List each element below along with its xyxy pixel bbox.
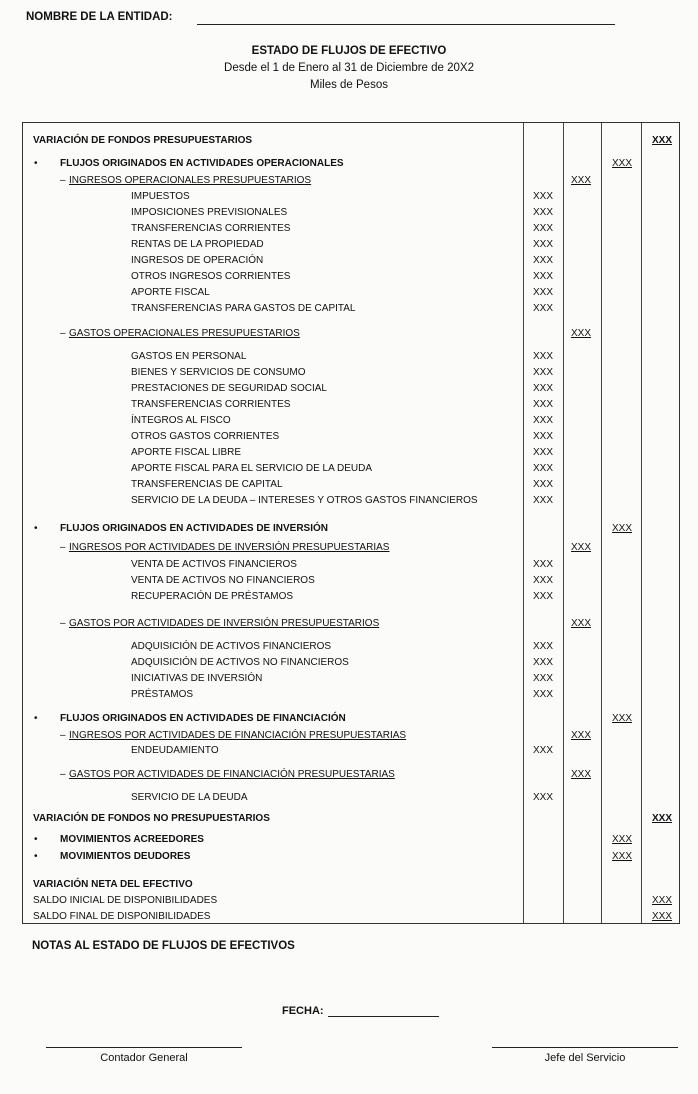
signature-line-left xyxy=(46,1047,242,1048)
statement-row xyxy=(23,671,679,687)
amount-c1: XXX xyxy=(533,641,554,652)
statement-row xyxy=(23,173,679,189)
amount-c3: XXX xyxy=(612,158,633,169)
statement-row xyxy=(23,397,679,413)
amount-c1: XXX xyxy=(533,689,554,700)
amount-c1: XXX xyxy=(533,415,554,426)
balance-label: SALDO FINAL DE DISPONIBILIDADES xyxy=(33,911,211,922)
statement-row xyxy=(23,326,679,342)
flow-heading: MOVIMIENTOS ACREEDORES xyxy=(60,834,204,845)
line-item-label: OTROS GASTOS CORRIENTES xyxy=(131,431,280,442)
statement-row xyxy=(23,655,679,671)
statement-row xyxy=(23,849,679,865)
dash-marker: – xyxy=(60,730,66,741)
cash-flow-table xyxy=(22,122,680,924)
entity-name-line xyxy=(197,24,615,25)
amount-c1: XXX xyxy=(533,223,554,234)
line-item-label: INGRESOS DE OPERACIÓN xyxy=(131,255,264,266)
amount-c3: XXX xyxy=(612,851,633,862)
subgroup-heading: GASTOS POR ACTIVIDADES DE INVERSIÓN PRESUPUESTARIOS xyxy=(69,618,380,629)
amount-c1: XXX xyxy=(533,351,554,362)
statement-row xyxy=(23,477,679,493)
section-heading: VARIACIÓN NETA DEL EFECTIVO xyxy=(33,879,193,890)
amount-c4: XXX xyxy=(652,895,673,906)
statement-row xyxy=(23,767,679,783)
subgroup-heading: GASTOS OPERACIONALES PRESUPUESTARIOS xyxy=(69,328,300,339)
statement-row xyxy=(23,521,679,537)
statement-row xyxy=(23,711,679,727)
subgroup-heading: GASTOS POR ACTIVIDADES DE FINANCIACIÓN PRESUPUESTARIAS xyxy=(69,769,395,780)
line-item-label: SERVICIO DE LA DEUDA – INTERESES Y OTROS GASTOS FINANCIEROS xyxy=(131,495,478,506)
statement-row xyxy=(23,616,679,632)
statement-row xyxy=(23,365,679,381)
statement-row xyxy=(23,893,679,909)
amount-c2: XXX xyxy=(571,175,592,186)
notes-title: NOTAS AL ESTADO DE FLUJOS DE EFECTIVOS xyxy=(32,940,295,952)
amount-c4: XXX xyxy=(652,813,673,824)
line-item-label: APORTE FISCAL LIBRE xyxy=(131,447,242,458)
amount-c1: XXX xyxy=(533,657,554,668)
flow-heading: MOVIMIENTOS DEUDORES xyxy=(60,851,191,862)
statement-row xyxy=(23,639,679,655)
subgroup-heading: INGRESOS POR ACTIVIDADES DE FINANCIACIÓN PRESUPUESTARIAS xyxy=(69,730,407,741)
flow-heading: FLUJOS ORIGINADOS EN ACTIVIDADES OPERACIONALES xyxy=(60,158,344,169)
statement-row xyxy=(23,743,679,759)
subgroup-heading: INGRESOS OPERACIONALES PRESUPUESTARIOS xyxy=(69,175,312,186)
line-item-label: TRANSFERENCIAS CORRIENTES xyxy=(131,399,291,410)
statement-row xyxy=(23,205,679,221)
amount-c1: XXX xyxy=(533,191,554,202)
line-item-label: TRANSFERENCIAS DE CAPITAL xyxy=(131,479,283,490)
bullet-icon: • xyxy=(34,523,38,534)
statement-row xyxy=(23,381,679,397)
statement-row xyxy=(23,413,679,429)
amount-c1: XXX xyxy=(533,745,554,756)
statement-row xyxy=(23,540,679,556)
statement-row xyxy=(23,811,679,827)
amount-c1: XXX xyxy=(533,383,554,394)
line-item-label: GASTOS EN PERSONAL xyxy=(131,351,247,362)
amount-c1: XXX xyxy=(533,479,554,490)
dash-marker: – xyxy=(60,175,66,186)
entity-name-label: NOMBRE DE LA ENTIDAD: xyxy=(26,11,173,23)
statement-row xyxy=(23,877,679,893)
amount-c4: XXX xyxy=(652,135,673,146)
line-item-label: ÍNTEGROS AL FISCO xyxy=(131,415,231,426)
amount-c1: XXX xyxy=(533,792,554,803)
line-item-label: ADQUISICIÓN DE ACTIVOS FINANCIEROS xyxy=(131,641,332,652)
dash-marker: – xyxy=(60,769,66,780)
amount-c2: XXX xyxy=(571,769,592,780)
amount-c1: XXX xyxy=(533,673,554,684)
line-item-label: OTROS INGRESOS CORRIENTES xyxy=(131,271,291,282)
line-item-label: APORTE FISCAL PARA EL SERVICIO DE LA DEUDA xyxy=(131,463,373,474)
amount-c4: XXX xyxy=(652,911,673,922)
amount-c2: XXX xyxy=(571,542,592,553)
signature-contador: Contador General xyxy=(100,1052,188,1064)
dash-marker: – xyxy=(60,542,66,553)
statement-row xyxy=(23,133,679,149)
line-item-label: BIENES Y SERVICIOS DE CONSUMO xyxy=(131,367,306,378)
statement-row xyxy=(23,832,679,848)
signature-jefe: Jefe del Servicio xyxy=(544,1052,626,1064)
amount-c1: XXX xyxy=(533,207,554,218)
amount-c3: XXX xyxy=(612,713,633,724)
statement-row xyxy=(23,301,679,317)
bullet-icon: • xyxy=(34,851,38,862)
statement-row xyxy=(23,285,679,301)
amount-c1: XXX xyxy=(533,287,554,298)
line-item-label: IMPOSICIONES PREVISIONALES xyxy=(131,207,288,218)
dash-marker: – xyxy=(60,328,66,339)
amount-c2: XXX xyxy=(571,730,592,741)
statement-row xyxy=(23,237,679,253)
amount-c1: XXX xyxy=(533,255,554,266)
statement-row xyxy=(23,445,679,461)
date-label: FECHA: xyxy=(282,1005,324,1017)
section-heading: VARIACIÓN DE FONDOS PRESUPUESTARIOS xyxy=(33,135,253,146)
statement-row xyxy=(23,429,679,445)
amount-c2: XXX xyxy=(571,618,592,629)
statement-row xyxy=(23,221,679,237)
amount-c1: XXX xyxy=(533,399,554,410)
bullet-icon: • xyxy=(34,158,38,169)
amount-c1: XXX xyxy=(533,447,554,458)
statement-row xyxy=(23,909,679,925)
statement-row xyxy=(23,189,679,205)
balance-label: SALDO INICIAL DE DISPONIBILIDADES xyxy=(33,895,218,906)
statement-row xyxy=(23,790,679,806)
amount-c1: XXX xyxy=(533,575,554,586)
statement-row xyxy=(23,589,679,605)
statement-row xyxy=(23,557,679,573)
line-item-label: TRANSFERENCIAS PARA GASTOS DE CAPITAL xyxy=(131,303,356,314)
bullet-icon: • xyxy=(34,834,38,845)
amount-c1: XXX xyxy=(533,591,554,602)
amount-c3: XXX xyxy=(612,523,633,534)
line-item-label: RECUPERACIÓN DE PRÉSTAMOS xyxy=(131,591,294,602)
statement-period: Desde el 1 de Enero al 31 de Diciembre de 20X2 xyxy=(224,62,474,74)
statement-row xyxy=(23,349,679,365)
amount-c2: XXX xyxy=(571,328,592,339)
statement-row xyxy=(23,461,679,477)
amount-c1: XXX xyxy=(533,303,554,314)
statement-row xyxy=(23,156,679,172)
statement-row xyxy=(23,493,679,509)
line-item-label: IMPUESTOS xyxy=(131,191,190,202)
flow-heading: FLUJOS ORIGINADOS EN ACTIVIDADES DE FINANCIACIÓN xyxy=(60,713,346,724)
amount-c1: XXX xyxy=(533,431,554,442)
line-item-label: SERVICIO DE LA DEUDA xyxy=(131,792,248,803)
section-heading: VARIACIÓN DE FONDOS NO PRESUPUESTARIOS xyxy=(33,813,270,824)
line-item-label: APORTE FISCAL xyxy=(131,287,210,298)
statement-title: ESTADO DE FLUJOS DE EFECTIVO xyxy=(251,45,447,57)
line-item-label: RENTAS DE LA PROPIEDAD xyxy=(131,239,264,250)
statement-units: Miles de Pesos xyxy=(310,79,388,91)
amount-c1: XXX xyxy=(533,271,554,282)
subgroup-heading: INGRESOS POR ACTIVIDADES DE INVERSIÓN PRESUPUESTARIAS xyxy=(69,542,390,553)
statement-row xyxy=(23,687,679,703)
amount-c1: XXX xyxy=(533,495,554,506)
amount-c1: XXX xyxy=(533,367,554,378)
bullet-icon: • xyxy=(34,713,38,724)
amount-c1: XXX xyxy=(533,463,554,474)
statement-row xyxy=(23,269,679,285)
line-item-label: PRÉSTAMOS xyxy=(131,689,194,700)
line-item-label: VENTA DE ACTIVOS NO FINANCIEROS xyxy=(131,575,315,586)
line-item-label: VENTA DE ACTIVOS FINANCIEROS xyxy=(131,559,297,570)
amount-c3: XXX xyxy=(612,834,633,845)
date-line xyxy=(328,1016,439,1017)
line-item-label: PRESTACIONES DE SEGURIDAD SOCIAL xyxy=(131,383,327,394)
signature-line-right xyxy=(492,1047,678,1048)
flow-heading: FLUJOS ORIGINADOS EN ACTIVIDADES DE INVERSIÓN xyxy=(60,523,328,534)
line-item-label: TRANSFERENCIAS CORRIENTES xyxy=(131,223,291,234)
dash-marker: – xyxy=(60,618,66,629)
statement-row xyxy=(23,253,679,269)
amount-c1: XXX xyxy=(533,239,554,250)
line-item-label: INICIATIVAS DE INVERSIÓN xyxy=(131,673,263,684)
line-item-label: ADQUISICIÓN DE ACTIVOS NO FINANCIEROS xyxy=(131,657,349,668)
statement-row xyxy=(23,728,679,744)
line-item-label: ENDEUDAMIENTO xyxy=(131,745,219,756)
amount-c1: XXX xyxy=(533,559,554,570)
statement-row xyxy=(23,573,679,589)
